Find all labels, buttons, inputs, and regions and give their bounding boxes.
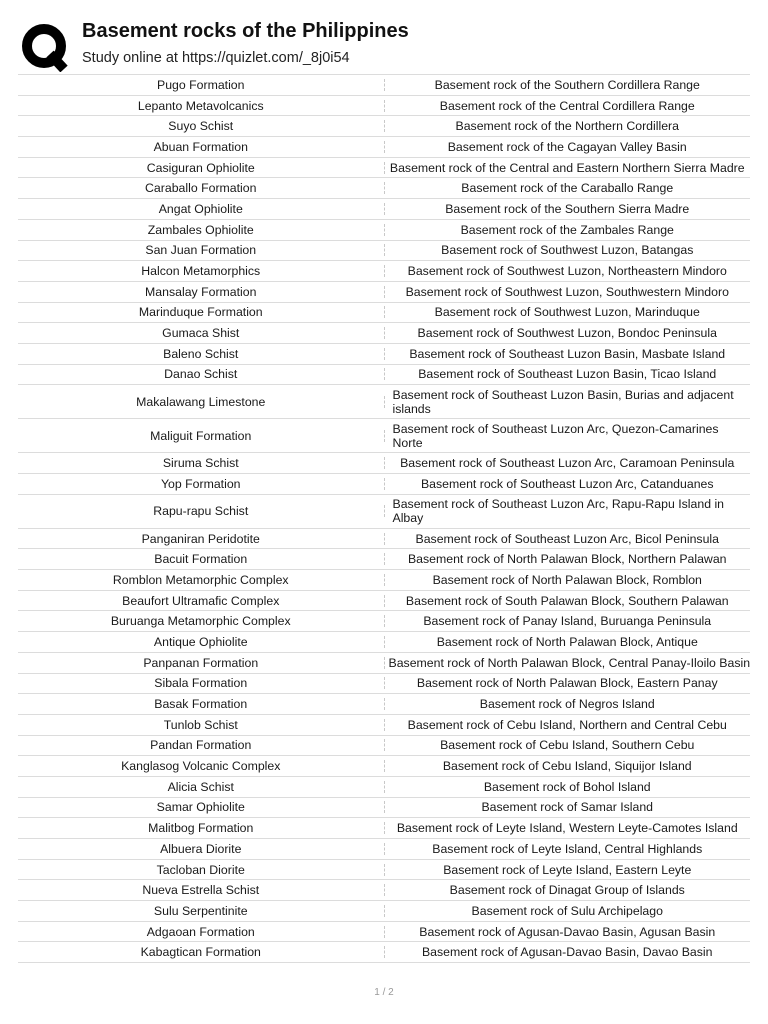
definition-cell: Basement rock of North Palawan Block, Central Panay-Iloilo Basin [388, 655, 750, 670]
definition-cell: Basement rock of Southeast Luzon Arc, Catanduanes [420, 476, 714, 491]
term-cell: Zambales Ophiolite [147, 222, 254, 237]
definition-cell: Basement rock of Leyte Island, Western Leyte-Camotes Island [396, 821, 738, 836]
definition-cell: Basement rock of Leyte Island, Eastern Leyte [443, 862, 692, 877]
header [0, 0, 768, 74]
term-cell: Sibala Formation [154, 676, 248, 691]
table-row [18, 570, 750, 591]
term-cell: Basak Formation [154, 697, 248, 712]
table-row [18, 715, 750, 736]
definition-cell: Basement rock of Sulu Archipelago [471, 903, 663, 918]
term-cell: Antique Ophiolite [153, 634, 248, 649]
table-row [18, 529, 750, 550]
table-row [18, 922, 750, 943]
table-row [18, 137, 750, 158]
table-row [18, 178, 750, 199]
table-row [18, 798, 750, 819]
table-row [18, 303, 750, 324]
definition-cell: Basement rock of Southwest Luzon, Northeastern Mindoro [407, 264, 727, 279]
definition-cell: Basement rock of the Caraballo Range [461, 181, 674, 196]
table-row [18, 96, 750, 117]
page-title: Basement rocks of the Philippines [82, 20, 409, 42]
table-row [18, 241, 750, 262]
definition-cell: Basement rock of Southeast Luzon Arc, Rapu-Rapu Island in Albay [392, 497, 725, 526]
table-row [18, 591, 750, 612]
definition-cell: Basement rock of North Palawan Block, Northern Palawan [407, 552, 727, 567]
term-cell: Panganiran Peridotite [141, 531, 260, 546]
table-row [18, 220, 750, 241]
definition-cell: Basement rock of Southeast Luzon Basin, Ticao Island [418, 367, 717, 382]
table-row [18, 818, 750, 839]
definition-cell: Basement rock of the Central and Eastern Northern Sierra Madre [389, 160, 745, 175]
definition-cell: Basement rock of Panay Island, Buruanga Peninsula [423, 614, 712, 629]
term-cell: Yop Formation [160, 476, 241, 491]
definition-cell: Basement rock of Southwest Luzon, Southwestern Mindoro [405, 284, 729, 299]
table-row [18, 419, 750, 453]
term-cell: Panpanan Formation [143, 655, 259, 670]
term-cell: Sulu Serpentinite [153, 903, 248, 918]
term-cell: Tunlob Schist [163, 717, 238, 732]
table-row [18, 549, 750, 570]
term-cell: Makalawang Limestone [136, 394, 266, 409]
term-cell: Samar Ophiolite [156, 800, 245, 815]
term-cell: Lepanto Metavolcanics [137, 98, 264, 113]
definition-cell: Basement rock of Negros Island [479, 697, 655, 712]
table-row [18, 674, 750, 695]
term-cell: Casiguran Ophiolite [146, 160, 255, 175]
term-cell: Gumaca Shist [162, 326, 240, 341]
definition-cell: Basement rock of Cebu Island, Southern Cebu [440, 738, 695, 753]
table-row [18, 756, 750, 777]
definition-cell: Basement rock of Bohol Island [483, 779, 651, 794]
table-row [18, 282, 750, 303]
term-cell: Rapu-rapu Schist [153, 504, 249, 519]
term-cell: Malitbog Formation [148, 821, 254, 836]
term-cell: Alicia Schist [167, 779, 234, 794]
definition-cell: Basement rock of North Palawan Block, Antique [436, 634, 698, 649]
definition-cell: Basement rock of the Cagayan Valley Basin [447, 139, 687, 154]
term-cell: Adgaoan Formation [146, 924, 255, 939]
quizlet-logo-icon [20, 22, 70, 72]
table-row [18, 942, 750, 963]
table-row [18, 611, 750, 632]
term-cell: Albuera Diorite [160, 841, 242, 856]
table-row [18, 116, 750, 137]
study-link[interactable]: Study online at https://quizlet.com/_8j0i54 [82, 50, 350, 66]
definition-cell: Basement rock of Southeast Luzon Arc, Caramoan Peninsula [400, 456, 735, 471]
term-cell: Siruma Schist [162, 456, 239, 471]
definition-cell: Basement rock of Agusan-Davao Basin, Davao Basin [421, 945, 713, 960]
definition-cell: Basement rock of the Southern Sierra Madre [445, 201, 690, 216]
definition-cell: Basement rock of the Zambales Range [460, 222, 674, 237]
definition-cell: Basement rock of Southeast Luzon Basin, Masbate Island [409, 346, 726, 361]
term-cell: Pandan Formation [150, 738, 252, 753]
term-cell: Caraballo Formation [145, 181, 257, 196]
definition-cell: Basement rock of Southeast Luzon Arc, Bicol Peninsula [415, 531, 719, 546]
term-cell: Danao Schist [164, 367, 238, 382]
term-cell: Maliguit Formation [150, 428, 252, 443]
term-cell: Baleno Schist [163, 346, 239, 361]
table-row [18, 495, 750, 529]
table-row [18, 474, 750, 495]
page-number: 1 / 2 [374, 987, 394, 998]
term-cell: San Juan Formation [145, 243, 257, 258]
term-cell: Beaufort Ultramafic Complex [122, 593, 280, 608]
table-row [18, 653, 750, 674]
term-cell: Marinduque Formation [138, 305, 263, 320]
definition-cell: Basement rock of the Central Cordillera Range [439, 98, 695, 113]
table-row [18, 694, 750, 715]
table-row [18, 323, 750, 344]
table-row [18, 385, 750, 419]
term-cell: Angat Ophiolite [158, 201, 243, 216]
definition-cell: Basement rock of South Palawan Block, Southern Palawan [405, 593, 729, 608]
table-row [18, 901, 750, 922]
table-row [18, 860, 750, 881]
definition-cell: Basement rock of North Palawan Block, Romblon [432, 572, 702, 587]
definition-cell: Basement rock of North Palawan Block, Eastern Panay [416, 676, 718, 691]
term-cell: Nueva Estrella Schist [142, 883, 260, 898]
term-cell: Tacloban Diorite [156, 862, 245, 877]
definition-cell: Basement rock of Cebu Island, Siquijor Island [442, 759, 692, 774]
table-row [18, 199, 750, 220]
definition-cell: Basement rock of Southeast Luzon Basin, Burias and adjacent islands [392, 387, 734, 416]
term-cell: Buruanga Metamorphic Complex [110, 614, 291, 629]
definition-cell: Basement rock of Southwest Luzon, Marinduque [434, 305, 700, 320]
table-row [18, 365, 750, 386]
table-row [18, 261, 750, 282]
definition-cell: Basement rock of the Southern Cordillera Range [434, 77, 700, 92]
term-cell: Romblon Metamorphic Complex [112, 572, 289, 587]
table-row [18, 736, 750, 757]
definition-cell: Basement rock of Agusan-Davao Basin, Agusan Basin [419, 924, 716, 939]
flashcard-table [18, 74, 750, 963]
definition-cell: Basement rock of the Northern Cordillera [455, 119, 679, 134]
term-cell: Suyo Schist [168, 119, 234, 134]
term-cell: Abuan Formation [153, 139, 248, 154]
definition-cell: Basement rock of Southwest Luzon, Batangas [441, 243, 694, 258]
term-cell: Kanglasog Volcanic Complex [121, 759, 281, 774]
table-row [18, 880, 750, 901]
definition-cell: Basement rock of Dinagat Group of Islands [449, 883, 685, 898]
term-cell: Bacuit Formation [154, 552, 248, 567]
term-cell: Mansalay Formation [145, 284, 257, 299]
term-cell: Kabagtican Formation [140, 945, 261, 960]
table-row [18, 632, 750, 653]
definition-cell: Basement rock of Southeast Luzon Arc, Quezon-Camarines Norte [392, 421, 719, 450]
table-row [18, 158, 750, 179]
term-cell: Pugo Formation [157, 77, 245, 92]
term-cell: Halcon Metamorphics [141, 264, 261, 279]
table-row [18, 75, 750, 96]
table-row [18, 453, 750, 474]
table-row [18, 839, 750, 860]
table-row [18, 344, 750, 365]
definition-cell: Basement rock of Samar Island [481, 800, 654, 815]
definition-cell: Basement rock of Leyte Island, Central Highlands [432, 841, 703, 856]
definition-cell: Basement rock of Southwest Luzon, Bondoc Peninsula [417, 326, 717, 341]
table-row [18, 777, 750, 798]
definition-cell: Basement rock of Cebu Island, Northern and Central Cebu [407, 717, 727, 732]
